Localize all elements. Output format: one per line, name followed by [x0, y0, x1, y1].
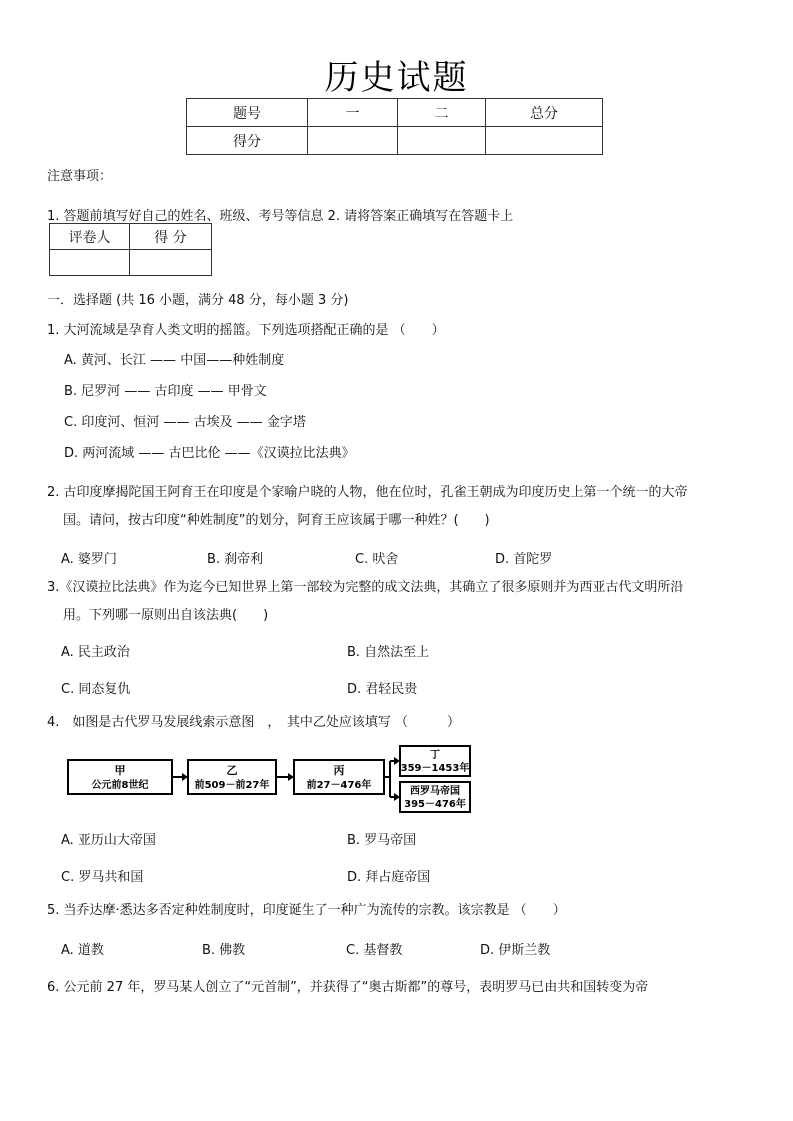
box-yi-date: 前509－前27年 [194, 780, 270, 791]
question-stem: 6. 公元前 27 年，罗马某人创立了“元首制”，并获得了“奥古斯都”的尊号，表明罗马已由共和国转变为帝 [47, 980, 649, 995]
score-cell[interactable] [130, 250, 212, 276]
question-stem: 3.《汉谟拉比法典》作为迄今已知世界上第一部较为完整的成文法典，其确立了很多原则并为西亚古代文明所沿 [47, 580, 684, 595]
question-stem: 2. 古印度摩揭陀国王阿育王在印度是个家喻户晓的人物，他在位时，孔雀王朝成为印度历史上第一个统一的大帝 [47, 485, 688, 500]
table-row [187, 127, 603, 155]
question-stem: 国。请问，按古印度“种姓制度”的划分，阿育王应该属于哪一种姓？( ) [63, 513, 490, 528]
notice-label: 注意事项： [47, 169, 113, 184]
option-d[interactable]: D. 两河流域 —— 古巴比伦 ——《汉谟拉比法典》 [64, 446, 355, 461]
score-header: 得 分 [130, 224, 212, 250]
notice-item: 1. 答题前填写好自己的姓名、班级、考号等信息 2. 请将答案正确填写在答题卡上 [47, 209, 514, 224]
table-row [50, 250, 212, 276]
score-row-label: 得分 [187, 127, 308, 155]
score-cell[interactable] [308, 127, 398, 155]
option-b[interactable]: B. 罗马帝国 [347, 833, 417, 848]
question-stem: 用。下列哪一原则出自该法典( ) [63, 608, 269, 623]
option-b[interactable]: B. 佛教 [202, 943, 246, 958]
box-west-rome-label: 西罗马帝国 [410, 786, 460, 797]
box-jia-date: 公元前8世纪 [91, 780, 149, 791]
option-a[interactable]: A. 道教 [61, 943, 104, 958]
box-ding-date: 359－1453年 [400, 763, 470, 774]
score-header-cell: 总分 [486, 99, 603, 127]
option-d[interactable]: D. 首陀罗 [495, 552, 553, 567]
option-d[interactable]: D. 伊斯兰教 [480, 943, 551, 958]
section-heading: 一．选择题 (共 16 小题，满分 48 分，每小题 3 分) [47, 293, 349, 308]
option-d[interactable]: D. 拜占庭帝国 [347, 870, 431, 885]
score-table [186, 98, 603, 155]
rome-timeline-diagram [66, 744, 476, 816]
option-a[interactable]: A. 亚历山大帝国 [61, 833, 156, 848]
box-bing-label: 丙 [333, 764, 345, 777]
question-stem: 5. 当乔达摩·悉达多否定种姓制度时，印度诞生了一种广为流传的宗教。该宗教是 （ ） [47, 903, 566, 918]
option-a[interactable]: A. 婆罗门 [61, 552, 117, 567]
table-row [50, 224, 212, 250]
option-b[interactable]: B. 刹帝利 [207, 552, 264, 567]
box-bing-date: 前27－476年 [306, 780, 372, 791]
option-d[interactable]: D. 君轻民贵 [347, 682, 418, 697]
score-cell[interactable] [486, 127, 603, 155]
score-header-cell: 题号 [187, 99, 308, 127]
box-jia-label: 甲 [114, 764, 126, 777]
option-c[interactable]: C. 吠舍 [355, 552, 399, 567]
question-stem: 1. 大河流域是孕育人类文明的摇篮。下列选项搭配正确的是 （ ） [47, 323, 445, 338]
grader-cell[interactable] [50, 250, 130, 276]
page-title: 历史试题 [324, 58, 469, 98]
score-header-cell: 一 [308, 99, 398, 127]
box-yi-label: 乙 [226, 764, 238, 777]
question-stem: 4. 如图是古代罗马发展线索示意图 ， 其中乙处应该填写 （ ） [47, 715, 461, 730]
option-c[interactable]: C. 同态复仇 [61, 682, 131, 697]
option-c[interactable]: C. 基督教 [346, 943, 403, 958]
option-a[interactable]: A. 黄河、长江 —— 中国——种姓制度 [64, 353, 285, 368]
option-a[interactable]: A. 民主政治 [61, 645, 130, 660]
box-ding-label: 丁 [430, 750, 440, 761]
score-cell[interactable] [398, 127, 486, 155]
score-header-cell: 二 [398, 99, 486, 127]
box-west-rome-date: 395－476年 [404, 799, 466, 810]
option-b[interactable]: B. 尼罗河 —— 古印度 —— 甲骨文 [64, 384, 267, 399]
grader-header: 评卷人 [50, 224, 130, 250]
table-row [187, 99, 603, 127]
option-c[interactable]: C. 罗马共和国 [61, 870, 144, 885]
option-c[interactable]: C. 印度河、恒河 —— 古埃及 —— 金字塔 [64, 415, 306, 430]
option-b[interactable]: B. 自然法至上 [347, 645, 430, 660]
grader-table [49, 223, 212, 276]
